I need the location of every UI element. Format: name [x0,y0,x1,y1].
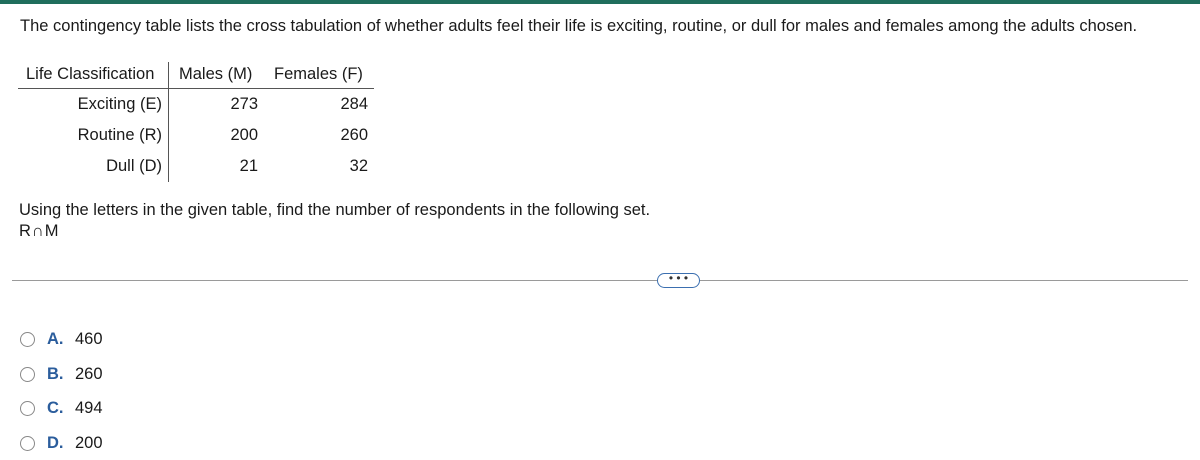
header-divider [18,88,374,89]
row-label-exciting: Exciting (E) [77,95,162,113]
cell-exciting-females: 284 [340,95,368,113]
cell-routine-females: 260 [340,126,368,144]
row-label-dull: Dull (D) [106,157,162,175]
cell-routine-males: 200 [230,126,258,144]
question-text: Using the letters in the given table, find the number of respondents in the following set. [19,201,651,219]
header-males: Males (M) [179,65,253,83]
choice-value: 460 [75,330,103,348]
choice-letter: A. [47,330,64,348]
cell-dull-females: 32 [349,157,368,175]
radio-button[interactable] [20,367,35,382]
set-expression: R∩M [19,222,60,240]
choice-value: 494 [75,399,103,417]
row-label-routine: Routine (R) [77,126,162,144]
cell-dull-males: 21 [239,157,258,175]
choice-letter: B. [47,365,64,383]
choice-value: 260 [75,365,103,383]
choice-letter: C. [47,399,64,417]
top-accent-bar [0,0,1200,4]
cell-exciting-males: 273 [230,95,258,113]
choice-value: 200 [75,434,103,452]
section-divider [12,280,1188,281]
radio-button[interactable] [20,401,35,416]
header-life-classification: Life Classification [26,65,155,83]
choice-letter: D. [47,434,64,452]
radio-button[interactable] [20,332,35,347]
label-column-divider [168,62,169,182]
radio-button[interactable] [20,436,35,451]
header-females: Females (F) [274,65,363,83]
intro-text: The contingency table lists the cross tabulation of whether adults feel their life is exciting, routine, or dull for males and females among the adults chosen. [20,17,1138,35]
more-options-button[interactable]: • • • [657,273,700,288]
